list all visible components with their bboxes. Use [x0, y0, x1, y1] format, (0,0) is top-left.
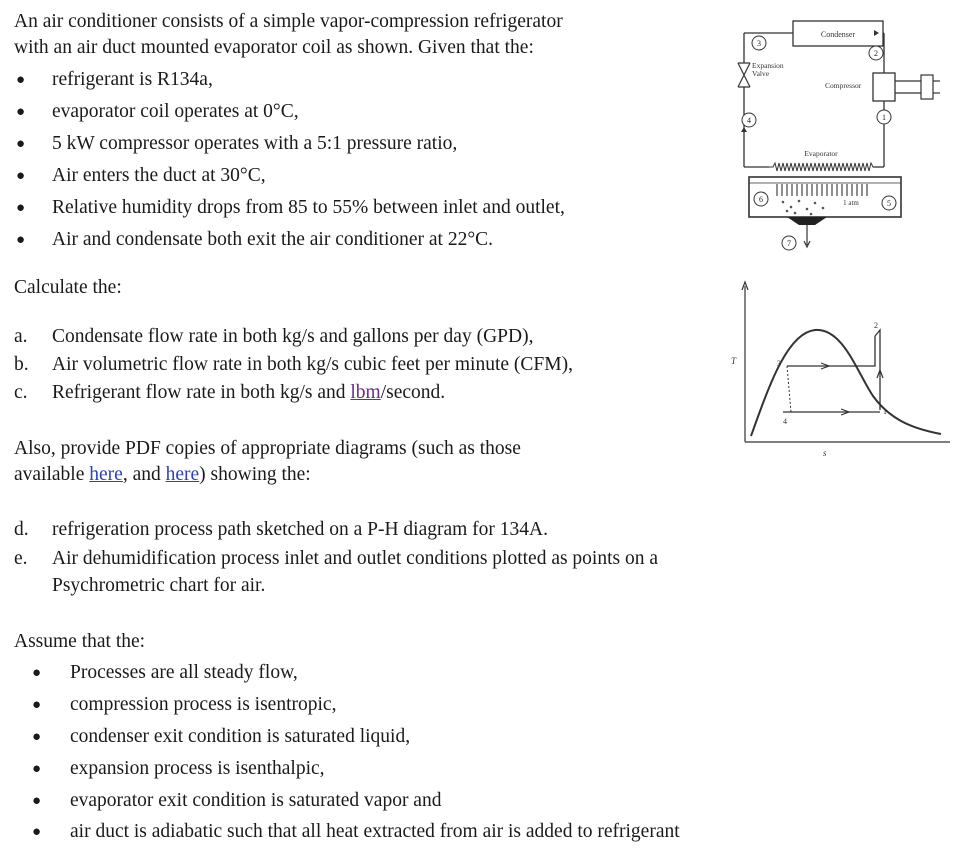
also-pre: available	[14, 464, 90, 485]
point-2-label: 2	[874, 321, 878, 330]
refrigeration-schematic	[725, 5, 955, 260]
item-letter: d.	[14, 519, 29, 540]
assumption-text: compression process is isentropic,	[70, 694, 337, 715]
point-3-label: 3	[777, 359, 781, 368]
item-letter: a.	[14, 326, 28, 347]
bullet: ●	[16, 232, 26, 248]
here-link-2[interactable]: here	[165, 464, 200, 485]
bullet: ●	[32, 665, 42, 681]
item-text: Air volumetric flow rate in both kg/s cubic feet per minute (CFM),	[52, 354, 573, 375]
compressor-box	[873, 73, 895, 101]
state-5-label: 5	[887, 199, 891, 208]
assume-heading: Assume that the:	[14, 631, 146, 652]
given-text: 5 kW compressor operates with a 5:1 pressure ratio,	[52, 133, 458, 154]
intro-line-1: An air conditioner consists of a simple vapor-compression refrigerator	[14, 11, 563, 32]
item-text-post: /second.	[380, 382, 446, 403]
condenser-label: Condenser	[820, 30, 856, 39]
also-line-1: Also, provide PDF copies of appropriate diagrams (such as those	[14, 438, 521, 459]
assumption-text: condenser exit condition is saturated liquid,	[70, 726, 411, 747]
evaporator-coil	[769, 163, 877, 171]
item-text-pre: Refrigerant flow rate in both kg/s and	[52, 382, 351, 403]
assumption-text: evaporator exit condition is saturated vapor and	[70, 790, 442, 811]
given-text: Air enters the duct at 30°C,	[52, 165, 266, 186]
saturation-dome	[751, 330, 941, 436]
item-text: refrigeration process path sketched on a P-H diagram for 134A.	[52, 519, 549, 540]
bullet: ●	[16, 200, 26, 216]
lbm-link[interactable]: lbm	[350, 382, 381, 403]
item-text	[52, 381, 445, 405]
expansion-label-1: Expansion	[752, 61, 784, 70]
calculate-heading: Calculate the:	[14, 277, 122, 298]
bullet: ●	[32, 824, 42, 840]
point-4-label: 4	[783, 417, 787, 426]
bullet: ●	[16, 72, 26, 88]
state-3-label: 3	[757, 39, 761, 48]
state-1-label: 1	[882, 113, 886, 122]
state-4-label: 4	[747, 116, 751, 125]
condensation-line	[787, 336, 875, 366]
given-text: Relative humidity drops from 85 to 55% between inlet and outlet,	[52, 197, 565, 218]
ts-diagram	[725, 278, 955, 468]
assumption-text: air duct is adiabatic such that all heat extracted from air is added to refrigerant	[70, 821, 680, 842]
given-text: evaporator coil operates at 0°C,	[52, 101, 299, 122]
expansion-valve-icon	[738, 63, 750, 87]
item-text: Condensate flow rate in both kg/s and gallons per day (GPD),	[52, 326, 534, 347]
item-letter: b.	[14, 354, 29, 375]
point-1-label: 1	[883, 407, 887, 416]
evaporator-label: Evaporator	[804, 149, 838, 158]
condensate-drain	[787, 217, 827, 225]
item-text-line-2: Psychrometric chart for air.	[52, 575, 266, 596]
bullet: ●	[16, 168, 26, 184]
also-mid: , and	[122, 464, 166, 485]
also-line-2	[14, 463, 311, 487]
item-letter: e.	[14, 548, 28, 569]
bullet: ●	[32, 729, 42, 745]
item-text-line-1: Air dehumidification process inlet and outlet conditions plotted as points on a	[52, 548, 659, 569]
intro-line-2: with an air duct mounted evaporator coil as shown. Given that the:	[14, 37, 534, 58]
given-text: refrigerant is R134a,	[52, 69, 213, 90]
item-letter: c.	[14, 382, 28, 403]
assumption-text: expansion process is isenthalpic,	[70, 758, 325, 779]
bullet: ●	[16, 104, 26, 120]
compressor-label: Compressor	[825, 81, 862, 90]
also-post: ) showing the:	[199, 464, 311, 485]
state-2-label: 2	[874, 49, 878, 58]
motor-icon	[921, 75, 933, 99]
bullet: ●	[16, 136, 26, 152]
state-6-label: 6	[759, 195, 763, 204]
state-7-label: 7	[787, 239, 791, 248]
s-axis-label: s	[823, 448, 827, 458]
bullet: ●	[32, 793, 42, 809]
t-axis-label: T	[731, 356, 737, 366]
bullet: ●	[32, 761, 42, 777]
atm-label: 1 atm	[843, 199, 859, 207]
given-text: Air and condensate both exit the air conditioner at 22°C.	[52, 229, 494, 250]
assumption-text: Processes are all steady flow,	[70, 662, 298, 683]
expansion-label-2: Valve	[752, 69, 770, 78]
bullet: ●	[32, 697, 42, 713]
here-link-1[interactable]: here	[89, 464, 123, 485]
expansion-line	[787, 366, 791, 412]
